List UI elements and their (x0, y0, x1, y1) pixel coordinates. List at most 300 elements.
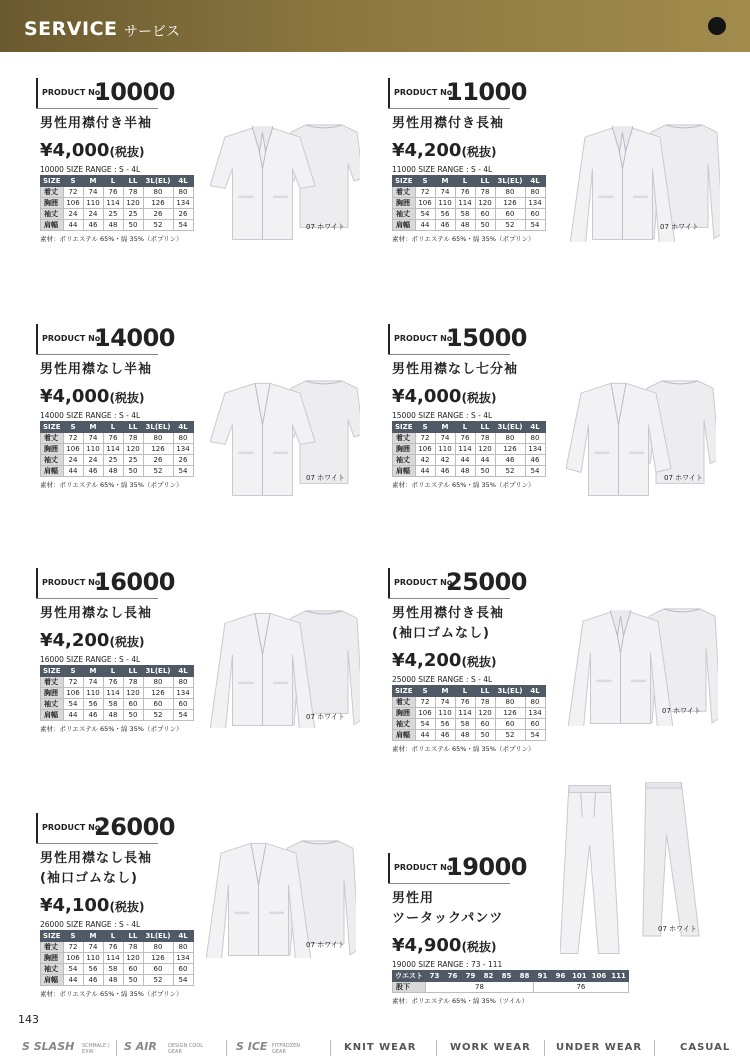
size-table (40, 665, 194, 721)
size-table-header-cell: L (103, 422, 123, 433)
size-table-cell: 60 (525, 209, 545, 220)
size-range: 11000 SIZE RANGE : S - 4L (392, 165, 493, 174)
size-table-header-cell: 4L (173, 666, 193, 677)
size-table-header-cell: 88 (516, 971, 534, 982)
price-value: ¥4,900 (392, 935, 462, 956)
size-table-row-label: 肩幅 (41, 466, 64, 477)
size-table-cell: 60 (143, 964, 173, 975)
price-tax-note: (税抜) (461, 391, 497, 405)
size-table-cell: 44 (415, 220, 435, 231)
product-name-line: 男性用襟なし半袖 (40, 362, 153, 377)
material-note: 素材：ポリエステル 65%・綿 35%（ポプリン） (40, 990, 183, 998)
color-swatch-label: 07 ホワイト (662, 707, 701, 715)
size-table-cell: 80 (495, 697, 525, 708)
size-table-header-cell: L (103, 931, 123, 942)
size-table-header (41, 931, 194, 942)
size-table-row-label: 袖丈 (393, 209, 416, 220)
size-table (392, 175, 546, 231)
footer-divider (116, 1040, 117, 1056)
size-table-cell: 54 (525, 730, 545, 741)
size-table (392, 970, 629, 993)
brand-ice-logo[interactable]: S ICE (236, 1040, 268, 1053)
size-table-cell: 134 (525, 198, 545, 209)
size-table-cell: 80 (143, 942, 173, 953)
product-number-label: PRODUCT No. (394, 334, 456, 343)
size-table-header-cell: 76 (444, 971, 462, 982)
size-table-cell: 120 (123, 444, 143, 455)
brand-ice-sub: FITFROZEN GEAR (272, 1043, 301, 1055)
size-table-cell: 72 (415, 433, 435, 444)
product-number-label: PRODUCT No. (394, 88, 456, 97)
size-table-header-cell: 111 (609, 971, 629, 982)
size-table (40, 930, 194, 986)
size-table-row (41, 466, 194, 477)
size-table-row-label: 胸囲 (41, 198, 64, 209)
product-number-label: PRODUCT No. (42, 578, 104, 587)
size-table-header-cell: 3L(EL) (495, 176, 525, 187)
size-table-header-cell: S (415, 686, 435, 697)
size-table-header-cell: 4L (173, 176, 193, 187)
size-table-cell: 78 (123, 942, 143, 953)
size-table-header-cell: S (63, 931, 83, 942)
size-table-header (41, 422, 194, 433)
size-table-header-cell: 4L (173, 931, 193, 942)
size-table-row (41, 444, 194, 455)
size-table-cell: 134 (173, 198, 193, 209)
price-tax-note: (税抜) (461, 655, 497, 669)
size-table-cell: 80 (525, 433, 545, 444)
size-table-header-cell: SIZE (41, 422, 64, 433)
product-number-bar (388, 324, 390, 354)
size-table-row-label: 肩幅 (41, 220, 64, 231)
size-table-cell: 58 (103, 699, 123, 710)
product-name-line: 男性用襟なし長袖 (40, 606, 153, 621)
price-tax-note: (税抜) (461, 145, 497, 159)
size-table-cell: 110 (83, 198, 103, 209)
size-table-cell: 72 (63, 433, 83, 444)
size-table (40, 421, 194, 477)
size-table-header-cell: L (455, 422, 475, 433)
size-table-row-label: 胸囲 (393, 444, 416, 455)
material-note: 素材：ポリエステル 65%・綿 35%（ツイル） (392, 997, 529, 1005)
footer-link-knit-wear[interactable]: KNIT WEAR (344, 1042, 417, 1053)
material-note: 素材：ポリエステル 65%・綿 35%（ポプリン） (40, 481, 183, 489)
size-table-row (41, 975, 194, 986)
size-table-cell: 48 (103, 710, 123, 721)
size-table-header-cell: LL (123, 422, 143, 433)
size-table-cell: 48 (455, 220, 475, 231)
size-table-cell: 134 (173, 444, 193, 455)
size-table-header-cell: SIZE (393, 686, 416, 697)
size-table-row-label: 着丈 (41, 433, 64, 444)
size-table-cell: 72 (63, 942, 83, 953)
size-table-cell: 80 (173, 677, 193, 688)
size-table-row-label: 着丈 (41, 187, 64, 198)
size-table-header-cell: M (83, 176, 103, 187)
footer-divider (436, 1040, 437, 1056)
price-value: ¥4,000 (40, 140, 110, 161)
size-table-cell: 80 (143, 677, 173, 688)
size-table-cell: 50 (475, 730, 495, 741)
product-name-line: 男性用襟なし七分袖 (392, 362, 519, 377)
size-table-header-cell: LL (123, 176, 143, 187)
material-note: 素材：ポリエステル 65%・綿 35%（ポプリン） (392, 481, 535, 489)
size-table-cell: 120 (475, 708, 495, 719)
material-note: 素材：ポリエステル 65%・綿 35%（ポプリン） (40, 235, 183, 243)
size-table-cell: 80 (495, 187, 525, 198)
size-table-row (41, 433, 194, 444)
footer-nav (0, 1036, 750, 1061)
product-number: 14000 (94, 324, 175, 352)
size-table-row (393, 198, 546, 209)
price-value: ¥4,000 (392, 386, 462, 407)
size-table-cell: 72 (63, 677, 83, 688)
size-table-cell: 106 (63, 688, 83, 699)
product-number-row (36, 568, 356, 596)
product-number-label: PRODUCT No. (394, 578, 456, 587)
product-name-line: 男性用襟なし長袖 (40, 851, 153, 866)
size-table-cell: 134 (173, 688, 193, 699)
size-table-cell: 78 (475, 697, 495, 708)
size-table-cell: 78 (123, 187, 143, 198)
size-table-cell: 60 (173, 699, 193, 710)
price-tax-note: (税抜) (109, 635, 145, 649)
size-table-header (393, 686, 546, 697)
size-table-cell: 25 (123, 209, 143, 220)
size-table-cell: 54 (63, 964, 83, 975)
material-note: 素材：ポリエステル 65%・綿 35%（ポプリン） (40, 725, 183, 733)
price-tax-note: (税抜) (109, 900, 145, 914)
size-table-row (393, 982, 629, 993)
size-table-cell: 126 (495, 708, 525, 719)
brand-slash-logo[interactable]: S SLASH (22, 1040, 75, 1053)
size-table-cell: 46 (435, 466, 455, 477)
product-number-row (388, 324, 708, 352)
size-table-cell: 78 (123, 677, 143, 688)
product-name-line: (袖口ゴムなし) (40, 871, 138, 886)
product-number-bar (36, 78, 38, 108)
size-table-cell: 46 (435, 730, 455, 741)
size-table-cell: 26 (173, 209, 193, 220)
size-table-cell: 52 (143, 710, 173, 721)
size-table-row (393, 719, 546, 730)
size-table-cell: 50 (475, 220, 495, 231)
size-table-header-cell: L (103, 176, 123, 187)
color-swatch-label: 07 ホワイト (658, 925, 697, 933)
size-table-row-label: 着丈 (41, 677, 64, 688)
size-table-header-cell: 3L(EL) (495, 686, 525, 697)
size-table-cell: 46 (83, 975, 103, 986)
size-table-row-label: 肩幅 (393, 466, 416, 477)
size-table-cell: 48 (455, 730, 475, 741)
size-table-cell: 114 (103, 688, 123, 699)
product-name-line: 男性用襟付き長袖 (392, 606, 505, 621)
size-table-cell: 48 (103, 466, 123, 477)
size-table-row (41, 220, 194, 231)
size-table-row-label: 着丈 (393, 697, 416, 708)
size-table-cell: 80 (495, 433, 525, 444)
product-number-underline (36, 354, 158, 355)
size-table-cell: 120 (123, 688, 143, 699)
size-table-cell: 106 (63, 198, 83, 209)
size-table-row (41, 187, 194, 198)
size-table-header-cell: S (63, 422, 83, 433)
size-table-header-cell: 82 (480, 971, 498, 982)
size-table-cell: 50 (475, 466, 495, 477)
size-table-header-cell: M (83, 422, 103, 433)
size-table-row (393, 455, 546, 466)
size-table-cell: 52 (495, 730, 525, 741)
size-table-cell: 74 (83, 433, 103, 444)
size-table-header-cell: S (415, 176, 435, 187)
size-table-row-label: 肩幅 (393, 730, 416, 741)
color-swatch-label: 07 ホワイト (306, 223, 345, 231)
size-range: 14000 SIZE RANGE : S - 4L (40, 411, 141, 420)
size-table-cell: 46 (495, 455, 525, 466)
size-table-cell: 76 (103, 433, 123, 444)
size-range: 10000 SIZE RANGE : S - 4L (40, 165, 141, 174)
size-table-cell: 46 (435, 220, 455, 231)
product-number-bar (388, 78, 390, 108)
size-table-header-cell: 4L (525, 176, 545, 187)
size-table-cell: 126 (143, 444, 173, 455)
size-table-header (393, 422, 546, 433)
color-swatch-label: 07 ホワイト (306, 474, 345, 482)
size-table-header-cell: 4L (525, 686, 545, 697)
material-note: 素材：ポリエステル 65%・綿 35%（ポプリン） (392, 235, 535, 243)
size-range: 25000 SIZE RANGE : S - 4L (392, 675, 493, 684)
size-table-header (393, 971, 629, 982)
size-table-row (393, 433, 546, 444)
size-table-cell: 52 (495, 466, 525, 477)
size-table-row-label: 胸囲 (41, 688, 64, 699)
size-table-cell: 80 (525, 187, 545, 198)
size-table-cell: 76 (455, 433, 475, 444)
size-table-row (393, 209, 546, 220)
size-table-cell: 72 (63, 187, 83, 198)
size-table-cell: 44 (63, 466, 83, 477)
size-table-row-label: 袖丈 (41, 964, 64, 975)
size-table-row-label: 着丈 (393, 433, 416, 444)
size-table-cell: 44 (415, 730, 435, 741)
product-number-label: PRODUCT No. (42, 334, 104, 343)
brand-slash-sub: SCHMALE / EXW (82, 1043, 110, 1055)
size-table-cell: 110 (83, 444, 103, 455)
size-table-cell: 110 (435, 708, 455, 719)
size-table-cell: 60 (495, 719, 525, 730)
footer-divider (330, 1040, 331, 1056)
product-number-underline (388, 598, 510, 599)
size-table-cell: 46 (83, 710, 103, 721)
size-table-cell: 54 (173, 975, 193, 986)
size-table-header-cell: L (103, 666, 123, 677)
size-table-header-cell: LL (475, 686, 495, 697)
size-table-header-cell: LL (475, 176, 495, 187)
product-number-bar (36, 324, 38, 354)
size-table-header-cell: M (83, 666, 103, 677)
size-table-cell: 54 (525, 220, 545, 231)
size-table-cell: 56 (83, 964, 103, 975)
size-table-header-cell: M (435, 422, 455, 433)
size-table-cell: 74 (435, 697, 455, 708)
size-table-cell: 25 (103, 455, 123, 466)
size-table-header-cell: L (455, 176, 475, 187)
size-table-row (41, 964, 194, 975)
size-table-header-cell: SIZE (393, 176, 416, 187)
size-table-header-cell: S (63, 666, 83, 677)
size-table (40, 175, 194, 231)
size-table-row-label: 袖丈 (393, 719, 416, 730)
size-table-header-cell: SIZE (41, 176, 64, 187)
size-table-cell: 46 (83, 466, 103, 477)
size-table-row (393, 444, 546, 455)
size-table-row-label: 肩幅 (393, 220, 416, 231)
size-table-row-label: 肩幅 (41, 975, 64, 986)
size-table-row-label: 袖丈 (41, 699, 64, 710)
size-table-header-cell: M (435, 176, 455, 187)
color-swatch-label: 07 ホワイト (660, 223, 699, 231)
section-title: SERVICE (24, 18, 118, 40)
size-table-cell: 114 (455, 198, 475, 209)
size-table-cell: 106 (415, 708, 435, 719)
product-number-label: PRODUCT No. (394, 863, 456, 872)
size-table-cell: 110 (435, 444, 455, 455)
size-table-cell: 50 (123, 710, 143, 721)
size-table-header-cell: M (83, 931, 103, 942)
size-table-cell: 110 (435, 198, 455, 209)
product-number: 19000 (446, 853, 527, 881)
size-table-cell: 76 (103, 942, 123, 953)
size-table-row (393, 466, 546, 477)
size-table-row (41, 198, 194, 209)
size-table-cell: 26 (143, 455, 173, 466)
size-table-header-cell: 4L (173, 422, 193, 433)
product-number: 15000 (446, 324, 527, 352)
size-table-cell: 106 (63, 444, 83, 455)
size-table-row-label: 胸囲 (41, 444, 64, 455)
product-number-row (36, 78, 356, 106)
price-value: ¥4,200 (392, 650, 462, 671)
size-table-cell: 60 (123, 699, 143, 710)
size-table-row-label: 着丈 (393, 187, 416, 198)
size-table-row-label: 袖丈 (393, 455, 416, 466)
size-table-cell: 78 (475, 433, 495, 444)
size-table-header-cell: S (63, 176, 83, 187)
product-number-row (388, 568, 708, 596)
footer-link-casual[interactable]: CASUAL (680, 1042, 731, 1053)
size-table-cell: 58 (455, 719, 475, 730)
page-number: 143 (18, 1013, 39, 1026)
size-table-cell: 76 (455, 187, 475, 198)
size-table-header-cell: M (435, 686, 455, 697)
size-table-row (41, 455, 194, 466)
size-table-row (41, 942, 194, 953)
color-swatch-label: 07 ホワイト (306, 713, 345, 721)
size-table-cell: 74 (435, 187, 455, 198)
size-table-cell: 25 (123, 455, 143, 466)
size-table-cell: 76 (103, 677, 123, 688)
size-range: 15000 SIZE RANGE : S - 4L (392, 411, 493, 420)
size-table-row (41, 677, 194, 688)
material-note: 素材：ポリエステル 65%・綿 35%（ポプリン） (392, 745, 535, 753)
product-number: 16000 (94, 568, 175, 596)
size-table-row (41, 688, 194, 699)
size-table-header (41, 176, 194, 187)
size-table-cell: 78 (426, 982, 534, 993)
size-table-cell: 80 (143, 433, 173, 444)
size-table-cell: 52 (143, 975, 173, 986)
size-table-row (393, 697, 546, 708)
section-subtitle: サービス (124, 24, 180, 40)
product-number: 10000 (94, 78, 175, 106)
product-number-underline (36, 598, 158, 599)
size-table-cell: 26 (143, 209, 173, 220)
size-table-header-cell: 3L(EL) (495, 422, 525, 433)
size-table-cell: 52 (495, 220, 525, 231)
product-number-bar (388, 853, 390, 883)
size-table-cell: 114 (103, 953, 123, 964)
size-table-cell: 80 (525, 697, 545, 708)
size-table-cell: 114 (455, 708, 475, 719)
size-table-header-cell: 106 (589, 971, 609, 982)
size-table-cell: 24 (83, 455, 103, 466)
size-table-header-cell: 96 (552, 971, 570, 982)
size-table-header-cell: ウエスト (393, 971, 426, 982)
size-table-cell: 76 (103, 187, 123, 198)
size-table-header-cell: SIZE (41, 666, 64, 677)
size-table-row (393, 730, 546, 741)
size-table-cell: 74 (83, 187, 103, 198)
size-table-row (41, 699, 194, 710)
footer-link-under-wear[interactable]: UNDER WEAR (556, 1042, 643, 1053)
size-table-header-cell: LL (123, 931, 143, 942)
product-number-bar (36, 568, 38, 598)
product-number-underline (388, 354, 510, 355)
size-table-cell: 120 (123, 198, 143, 209)
size-table-header-cell: 101 (570, 971, 590, 982)
product-number-underline (36, 843, 158, 844)
size-table-cell: 24 (83, 209, 103, 220)
size-table-header (393, 176, 546, 187)
product-name-line: 男性用 (392, 891, 435, 906)
size-table-row-label: 胸囲 (393, 708, 416, 719)
size-table-header-cell: 3L(EL) (143, 176, 173, 187)
product-name-line: 男性用襟付き長袖 (392, 116, 505, 131)
size-range: 26000 SIZE RANGE : S - 4L (40, 920, 141, 929)
price-value: ¥4,100 (40, 895, 110, 916)
size-table-cell: 78 (475, 187, 495, 198)
size-table-header-cell: SIZE (393, 422, 416, 433)
size-table-cell: 58 (455, 209, 475, 220)
product-number-label: PRODUCT No. (42, 88, 104, 97)
page-header (0, 0, 750, 52)
size-table-cell: 42 (435, 455, 455, 466)
size-table-cell: 54 (415, 719, 435, 730)
size-table-cell: 120 (475, 444, 495, 455)
color-swatch-label: 07 ホワイト (306, 941, 345, 949)
size-table-cell: 50 (123, 220, 143, 231)
size-table-cell: 46 (525, 455, 545, 466)
brand-air-logo[interactable]: S AIR (124, 1040, 157, 1053)
price-value: ¥4,200 (40, 630, 110, 651)
footer-link-work-wear[interactable]: WORK WEAR (450, 1042, 531, 1053)
size-table-row-label: 肩幅 (41, 710, 64, 721)
size-table-cell: 54 (415, 209, 435, 220)
size-table-cell: 114 (455, 444, 475, 455)
product-number-underline (388, 108, 510, 109)
size-table-cell: 44 (63, 220, 83, 231)
size-table-row (393, 708, 546, 719)
